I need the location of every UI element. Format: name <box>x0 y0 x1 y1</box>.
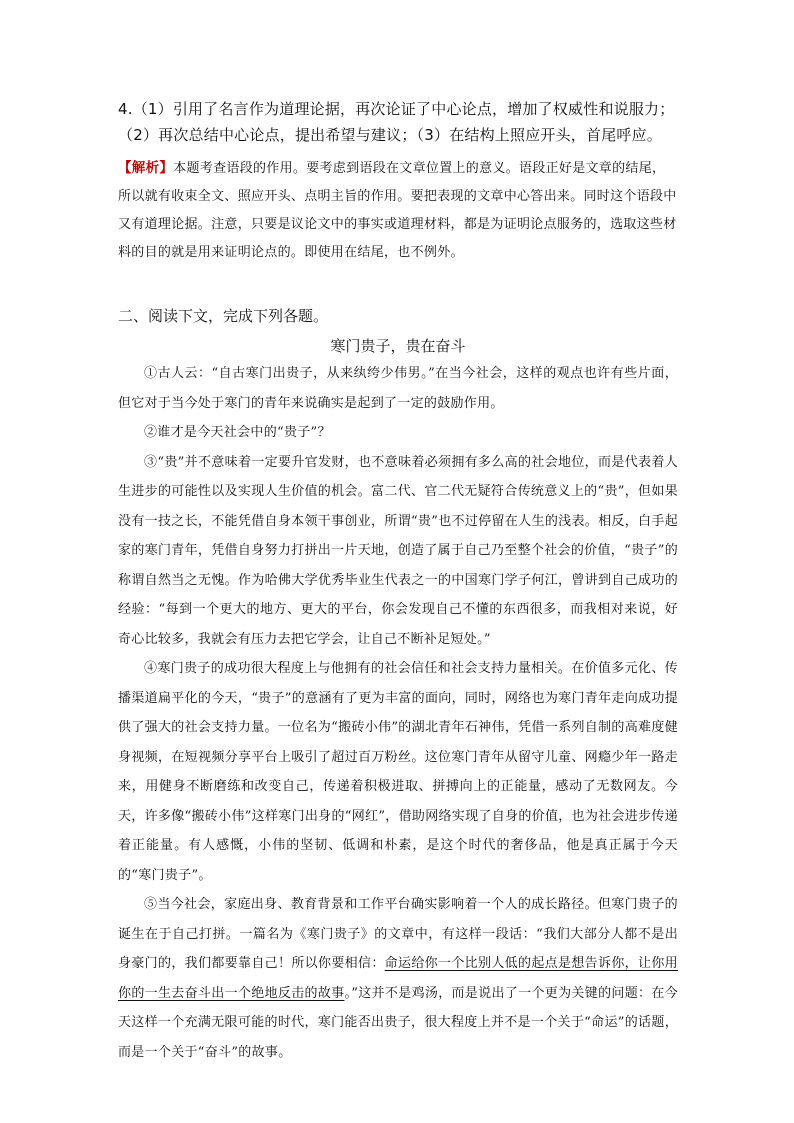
section-heading: 二、阅读下文，完成下列各题。 <box>118 307 329 325</box>
underlined-sentence: 命运给你一个比别人低的起点是想告诉你，让你用你的一生去奋斗出一个绝地反击的故事 <box>118 956 678 1001</box>
answer-4: 4.（1）引用了名言作为道理论据，再次论证了中心论点，增加了权威性和说服力；（2）再次总结中心论点，提出希望与建议；（3）在结构上照应开头，首尾呼应。 <box>118 100 675 144</box>
paragraph-1: ①古人云：“自古寒门出贵子，从来纨绔少伟男。”在当今社会，这样的观点也许有些片面，但它对于当今处于寒门的青年来说确实是起到了一定的鼓励作用。 <box>118 366 678 411</box>
analysis-tag: 【解析】 <box>118 160 174 176</box>
article-title: 寒门贵子，贵在奋斗 <box>330 337 466 355</box>
analysis-block <box>118 154 678 267</box>
paragraph-2: ②谁才是今天社会中的“贵子”？ <box>144 425 331 440</box>
paragraph-5-start: ⑤当今社会，家庭出身、教育背景和工作平台确实影响着一个人的成长路径。但寒门贵子的诞生在于自己打拼。一篇名为《寒门贵子》的文章中，有这样一段话：“我们大部分人都不是出身豪门的，我们都要靠自己！所以你要相信： <box>118 897 678 971</box>
analysis-text: 本题考查语段的作用。要考虑到语段在文章位置上的意义。语段正好是文章的结尾，所以就有收束全文、照应开头、点明主旨的作用。要把表现的文章中心答出来。同时这个语段中又有道理论据。注意，只要是议论文中的事实或道理材料，都是为证明论点服务的，选取这些材料的目的就是用来证明论点的。即使用在结尾，也不例外。 <box>118 161 677 260</box>
paragraph-4: ④寒门贵子的成功很大程度上与他拥有的社会信任和社会支持力量相关。在价值多元化、传播渠道扁平化的今天，“贵子”的意涵有了更为丰富的面向，同时，网络也为寒门青年走向成功提供了强大的社会支持力量。一位名为“搬砖小伟”的湖北青年石神伟，凭借一系列自制的高难度健身视频，在短视频分享平台上吸引了超过百万粉丝。这位寒门青年从留守儿童、网瘾少年一路走来，用健身不断磨练和改变自己，传递着积极进取、拼搏向上的正能量，感动了无数网友。今天，许多像“搬砖小伟”这样寒门出身的“网红”，借助网络实现了自身的价值，也为社会进步传递着正能量。有人感慨，小伟的坚韧、低调和朴素，是这个时代的奢侈品，他是真正属于今天的“寒门贵子”。 <box>118 661 678 883</box>
paragraph-3: ③“贵”并不意味着一定要升官发财，也不意味着必须拥有多么高的社会地位，而是代表着人生进步的可能性以及实现人生价值的机会。富二代、官二代无疑符合传统意义上的“贵”，但如果没有一技之长，不能凭借自身本领干事创业，所谓“贵”也不过停留在人生的浅表。相反，白手起家的寒门青年，凭借自身努力打拼出一片天地，创造了属于自己乃至整个社会的价值，“贵子”的称谓自然当之无愧。作为哈佛大学优秀毕业生代表之一的中国寒门学子何江，曾讲到自己成功的经验：“每到一个更大的地方、更大的平台，你会发现自己不懂的东西很多，而我相对来说，好奇心比较多，我就会有压力去把它学会，让自己不断补足短处。” <box>118 454 678 647</box>
paragraph-5 <box>118 890 678 1067</box>
paragraph-5-end: 。”这并不是鸡汤，而是说出了一个更为关键的问题：在今天这样一个充满无限可能的时代，寒门能否出贵子，很大程度上并不是一个关于“命运”的话题，而是一个关于“奋斗”的故事。 <box>118 985 678 1060</box>
document-content <box>118 96 678 1067</box>
